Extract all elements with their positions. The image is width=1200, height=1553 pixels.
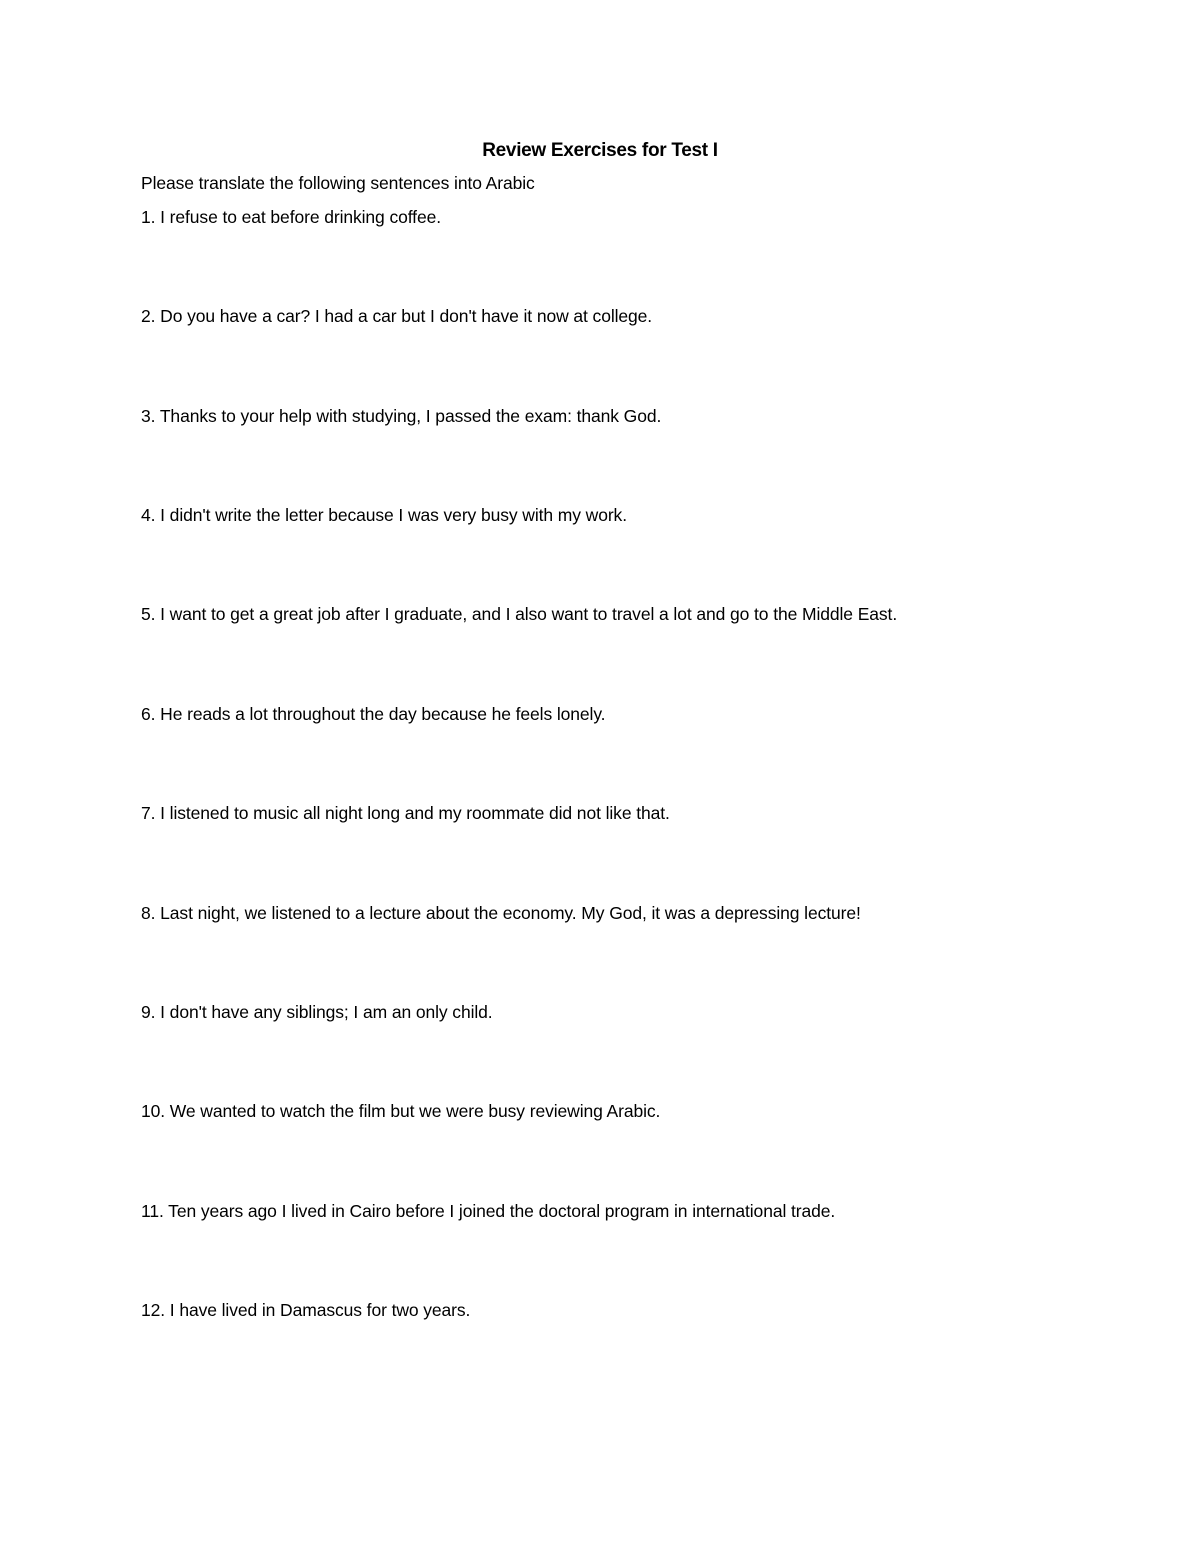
sentence-8: 8. Last night, we listened to a lecture about the economy. My God, it was a depressing lecture! <box>141 903 861 923</box>
sentence-4: 4. I didn't write the letter because I was very busy with my work. <box>141 505 627 525</box>
sentence-5: 5. I want to get a great job after I graduate, and I also want to travel a lot and go to the Middle East. <box>141 604 898 624</box>
sentence-12: 12. I have lived in Damascus for two years. <box>141 1300 471 1320</box>
sentence-7: 7. I listened to music all night long and my roommate did not like that. <box>141 803 670 823</box>
instructions: Please translate the following sentences into Arabic <box>141 173 535 193</box>
sentence-1: 1. I refuse to eat before drinking coffee. <box>141 207 441 227</box>
sentence-9: 9. I don't have any siblings; I am an only child. <box>141 1002 493 1022</box>
sentence-10: 10. We wanted to watch the film but we were busy reviewing Arabic. <box>141 1101 661 1121</box>
sentence-2: 2. Do you have a car? I had a car but I don't have it now at college. <box>141 306 653 326</box>
document-title: Review Exercises for Test I <box>482 140 718 161</box>
sentence-11: 11. Ten years ago I lived in Cairo before I joined the doctoral program in international trade. <box>141 1201 836 1221</box>
sentence-3: 3. Thanks to your help with studying, I passed the exam: thank God. <box>141 406 662 426</box>
sentence-6: 6. He reads a lot throughout the day because he feels lonely. <box>141 704 606 724</box>
